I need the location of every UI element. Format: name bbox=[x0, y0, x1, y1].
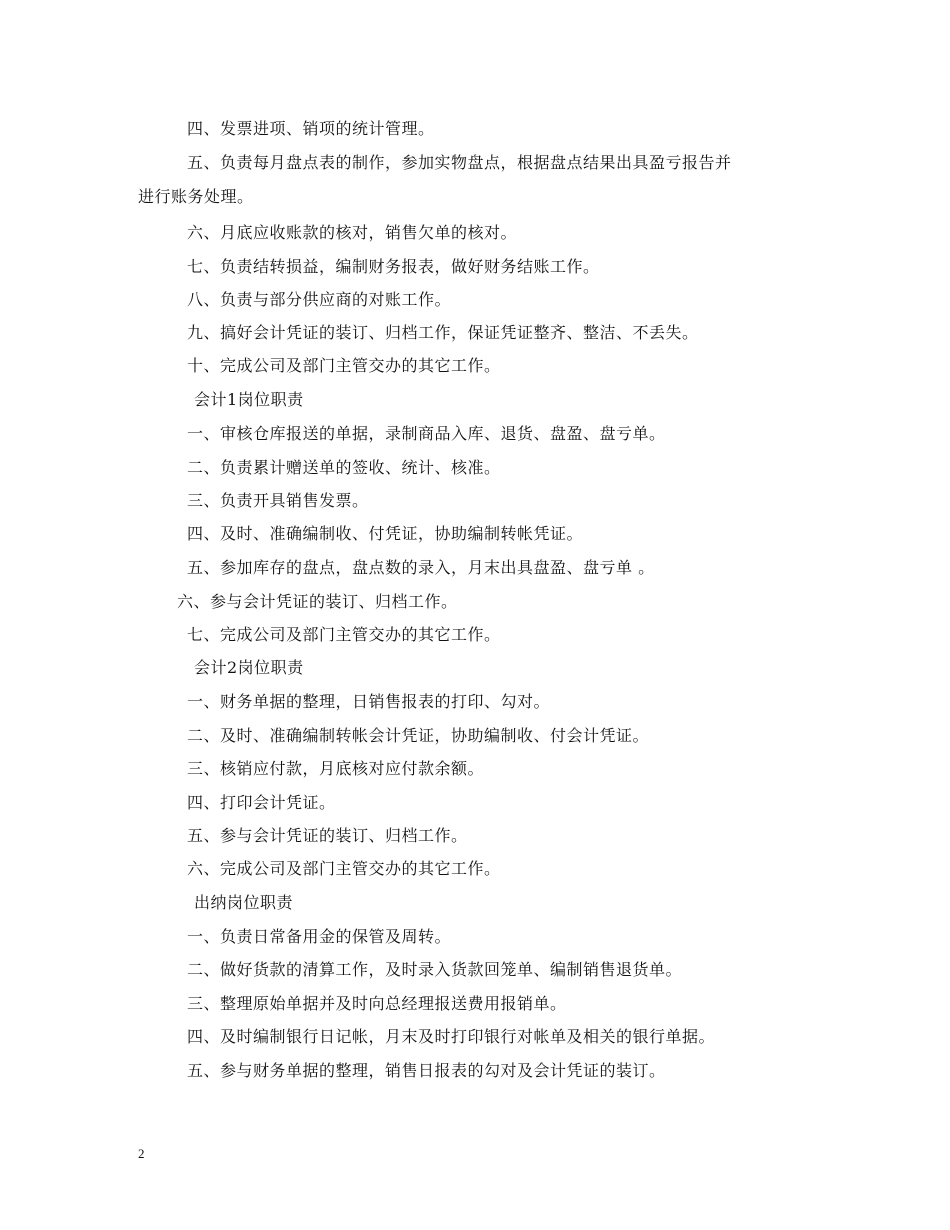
text-line: 三、核销应付款，月底核对应付款余额。 bbox=[187, 759, 485, 778]
text-line: 六、完成公司及部门主管交办的其它工作。 bbox=[187, 859, 501, 878]
page-number: 2 bbox=[138, 1146, 145, 1161]
text-line: 一、审核仓库报送的单据，录制商品入库、退货、盘盈、盘亏单。 bbox=[187, 424, 666, 443]
text-line: 一、财务单据的整理，日销售报表的打印、勾对。 bbox=[187, 692, 551, 711]
text-line: 二、负责累计赠送单的签收、统计、核准。 bbox=[187, 458, 501, 477]
section-heading: 会计1岗位职责 bbox=[194, 390, 304, 409]
text-line: 六、参与会计凭证的装订、归档工作。 bbox=[177, 592, 458, 611]
text-line: 五、参加库存的盘点，盘点数的录入，月末出具盘盈、盘亏单 。 bbox=[187, 558, 655, 577]
text-line: 六、月底应收账款的核对，销售欠单的核对。 bbox=[187, 223, 518, 242]
text-line: 二、及时、准确编制转帐会计凭证，协助编制收、付会计凭证。 bbox=[187, 726, 650, 745]
text-line: 八、负责与部分供应商的对账工作。 bbox=[187, 290, 452, 309]
text-line: 四、发票进项、销项的统计管理。 bbox=[187, 119, 435, 138]
text-line: 五、参与会计凭证的装订、归档工作。 bbox=[187, 826, 468, 845]
section-heading: 出纳岗位职责 bbox=[194, 893, 294, 912]
text-line: 三、整理原始单据并及时向总经理报送费用报销单。 bbox=[187, 994, 567, 1013]
text-line: 三、负责开具销售发票。 bbox=[187, 491, 369, 510]
text-line: 四、及时、准确编制收、付凭证，协助编制转帐凭证。 bbox=[187, 524, 584, 543]
text-line: 进行账务处理。 bbox=[138, 187, 254, 206]
text-line: 二、做好货款的清算工作，及时录入货款回笼单、编制销售退货单。 bbox=[187, 960, 683, 979]
text-line: 七、完成公司及部门主管交办的其它工作。 bbox=[187, 625, 501, 644]
section-heading: 会计2岗位职责 bbox=[194, 658, 304, 677]
text-line: 一、负责日常备用金的保管及周转。 bbox=[187, 927, 452, 946]
text-line: 九、搞好会计凭证的装订、归档工作，保证凭证整齐、整洁、不丢失。 bbox=[187, 323, 699, 342]
text-line: 五、参与财务单据的整理，销售日报表的勾对及会计凭证的装订。 bbox=[187, 1061, 666, 1080]
text-line: 七、负责结转损益，编制财务报表，做好财务结账工作。 bbox=[187, 257, 600, 276]
text-line: 五、负责每月盘点表的制作，参加实物盘点，根据盘点结果出具盈亏报告并 bbox=[187, 153, 732, 172]
text-line: 四、打印会计凭证。 bbox=[187, 793, 336, 812]
text-line: 四、及时编制银行日记帐，月末及时打印银行对帐单及相关的银行单据。 bbox=[187, 1027, 716, 1046]
text-line: 十、完成公司及部门主管交办的其它工作。 bbox=[187, 356, 501, 375]
